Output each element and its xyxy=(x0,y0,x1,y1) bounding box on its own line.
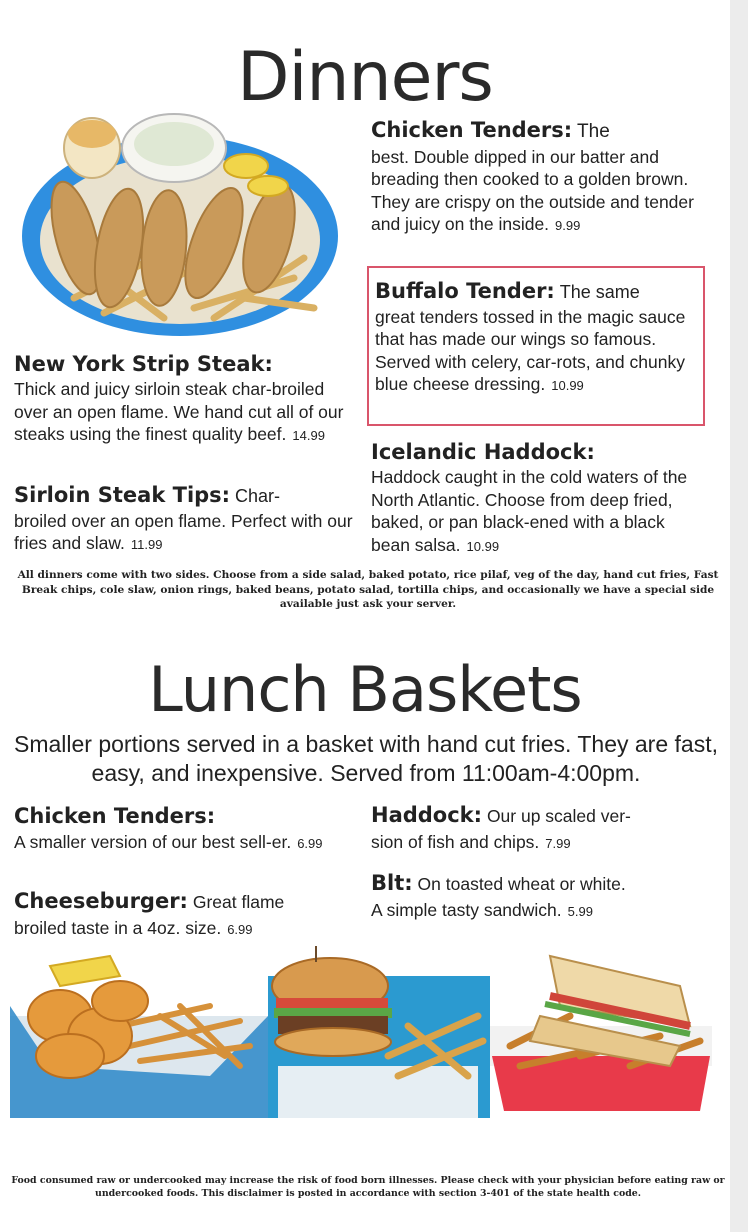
buffalo-tender-desc: great tenders tossed in the magic sauce that has made our wings so famous. Served with celery, car-rots, and chunky blue cheese dressing. xyxy=(375,306,686,394)
sirloin-tips-desc: broiled over an open flame. Perfect with our fries and slaw. xyxy=(14,510,353,553)
dinner-icelandic-haddock xyxy=(371,440,706,558)
lunch-chicken-tenders-name: Chicken Tenders: xyxy=(14,804,216,828)
health-disclaimer: Food consumed raw or undercooked may increase the risk of food born illnesses. Please check with your physician before eating raw or undercooked foods. This disclaimer is posted in accordance with section 3-401 of the state health code. xyxy=(11,1175,725,1199)
sirloin-tips-name: Sirloin Steak Tips: xyxy=(14,483,231,507)
sirloin-tips-lead: Char- xyxy=(234,486,280,506)
buffalo-tender-lead: The same xyxy=(559,282,640,302)
haddock-dinner-price: 10.99 xyxy=(466,538,500,554)
haddock-dinner-name: Icelandic Haddock: xyxy=(371,440,595,464)
sirloin-tips-price: 11.99 xyxy=(130,537,163,552)
dinner-ny-strip-steak xyxy=(14,352,354,448)
lunch-chicken-tenders-desc: A smaller version of our best sell-er. xyxy=(14,832,292,852)
blt-name: Blt: xyxy=(371,871,413,895)
blt-basket-photo xyxy=(490,946,712,1118)
chicken-tenders-plate-photo xyxy=(14,108,344,344)
blt-price: 5.99 xyxy=(567,903,593,919)
lunch-title: Lunch Baskets xyxy=(148,653,582,726)
page-edge xyxy=(730,0,748,1232)
buffalo-tender-price: 10.99 xyxy=(551,378,584,393)
ny-strip-desc: Thick and juicy sirloin steak char-broiled over an open flame. We hand cut all of our steaks using the finest quality beef. xyxy=(14,379,344,444)
lunch-haddock-desc: sion of fish and chips. xyxy=(371,831,540,852)
lunch-chicken-tenders-price: 6.99 xyxy=(297,836,323,851)
dinner-buffalo-tender xyxy=(375,280,700,398)
lunch-haddock-name: Haddock: xyxy=(371,803,483,827)
dinner-chicken-tenders-desc: best. Double dipped in our batter and breading then cooked to a golden brown. They are crispy on the outside and tender and juicy on the inside. xyxy=(371,146,694,234)
lunch-blt xyxy=(371,872,706,923)
dinner-chicken-tenders-name: Chicken Tenders: xyxy=(371,118,573,142)
ny-strip-price: 14.99 xyxy=(292,428,325,443)
lunch-haddock xyxy=(371,804,701,855)
cheeseburger-name: Cheeseburger: xyxy=(14,889,188,913)
cheeseburger-price: 6.99 xyxy=(227,921,253,937)
dinner-sides-note: All dinners come with two sides. Choose from a side salad, baked potato, rice pilaf, veg of the day, hand cut fries, Fast Break chips, cole slaw, onion rings, baked beans, potato salad, tortilla chips, and occasionally we have a special side available just ask your server. xyxy=(17,569,719,610)
dinner-sirloin-steak-tips xyxy=(14,484,354,557)
blt-lead: On toasted wheat or white. xyxy=(417,874,626,894)
ny-strip-name: New York Strip Steak: xyxy=(14,352,273,376)
cheeseburger-basket-photo xyxy=(268,946,490,1118)
cheeseburger-desc: broiled taste in a 4oz. size. xyxy=(14,917,222,938)
buffalo-tender-name: Buffalo Tender: xyxy=(375,279,555,303)
haddock-dinner-desc: Haddock caught in the cold waters of the North Atlantic. Choose from deep fried, baked, or pan black-ened with a black bean salsa. xyxy=(371,467,688,555)
lunch-haddock-price: 7.99 xyxy=(545,835,571,851)
lunch-chicken-tenders xyxy=(14,804,344,856)
dinner-chicken-tenders-lead: The xyxy=(577,121,610,142)
cheeseburger-lead: Great flame xyxy=(192,892,285,912)
dinner-chicken-tenders xyxy=(371,119,701,238)
lunch-intro: Smaller portions served in a basket with hand cut fries. They are fast, easy, and inexpensive. Served from 11:00am-4:00pm. xyxy=(14,731,718,786)
dinners-title: Dinners xyxy=(237,38,493,117)
blt-desc: A simple tasty sandwich. xyxy=(371,899,562,920)
lunch-haddock-lead: Our up scaled ver- xyxy=(486,806,631,826)
lunch-cheeseburger xyxy=(14,890,354,941)
dinner-chicken-tenders-price: 9.99 xyxy=(555,218,581,233)
haddock-basket-photo xyxy=(10,946,268,1118)
